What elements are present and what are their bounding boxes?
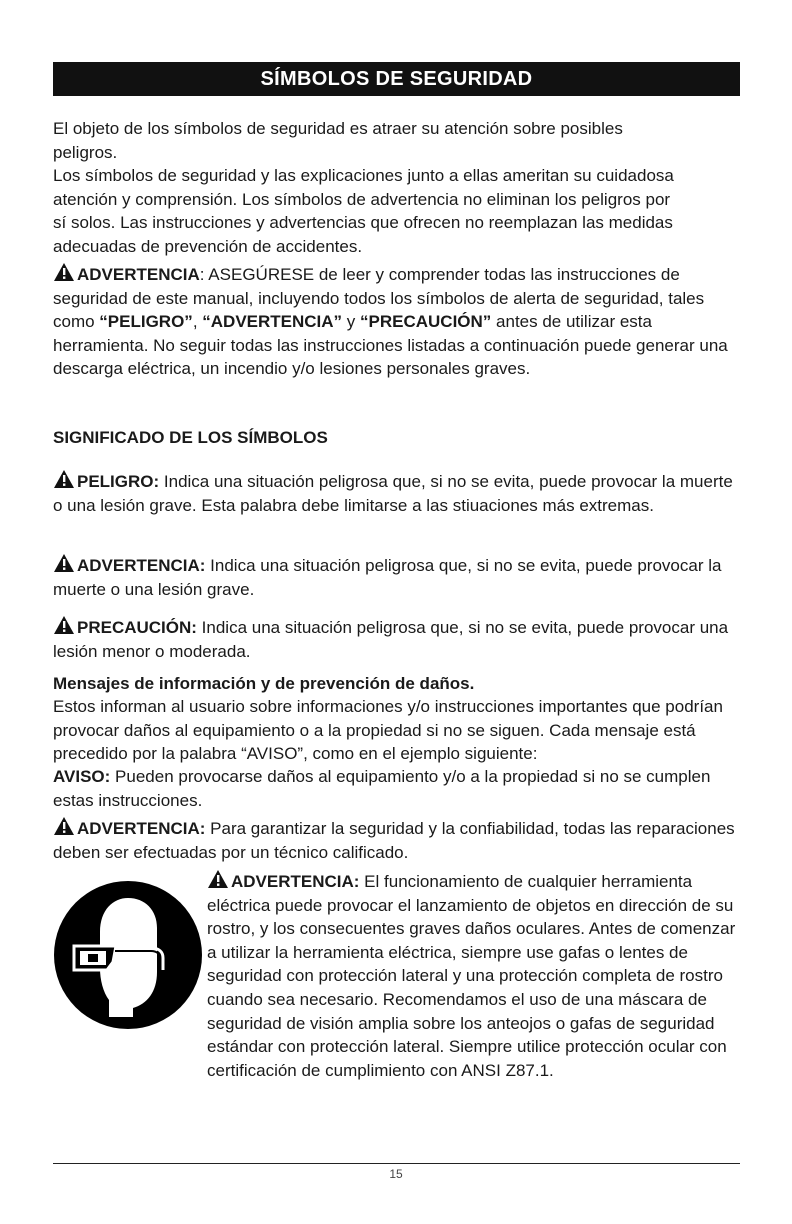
warning-triangle-icon: [53, 553, 75, 573]
warning-main-label: ADVERTENCIA: [77, 265, 200, 284]
advertencia-text: Indica una situación peligrosa que, si no se evita, puede provocar la muerte o una lesión grave.: [53, 556, 722, 599]
warning-main-comma: ,: [192, 312, 203, 332]
precaucion-paragraph: [53, 615, 743, 663]
aviso-text: Pueden provocarse daños al equipamiento y/o a la propiedad si no se cumplen estas instrucciones.: [53, 767, 711, 810]
warning-main-precaucion: “PRECAUCIÓN”: [360, 312, 492, 332]
aviso-paragraph: [53, 765, 743, 812]
warning-triangle-icon: [53, 469, 75, 489]
page-number: 15: [389, 1167, 403, 1181]
section-banner: SÍMBOLOS DE SEGURIDAD: [53, 62, 740, 96]
reparaciones-text: Para garantizar la seguridad y la confiabilidad, todas las reparaciones deben ser efectuadas por un técnico calificado.: [53, 819, 735, 862]
warning-main-peligro: “PELIGRO”: [99, 312, 193, 332]
aviso-label: AVISO:: [53, 767, 111, 786]
intro-paragraph-1: El objeto de los símbolos de seguridad es atraer su atención sobre posibles peligros.: [53, 119, 623, 162]
warning-main-paragraph: [53, 262, 743, 381]
intro-paragraph-2: Los símbolos de seguridad y las explicaciones junto a ellas ameritan su cuidadosa atención y comprensión. Los símbolos de advertencia no eliminan los peligros por sí solos. Las instrucciones y advertencias que ofrecen no reemplazan las medidas adecuadas de prevención de accidentes.: [53, 166, 674, 256]
gafas-label: ADVERTENCIA:: [231, 872, 360, 891]
warning-triangle-icon: [53, 816, 75, 836]
peligro-text: Indica una situación peligrosa que, si no se evita, puede provocar la muerte o una lesión grave. Esta palabra debe limitarse a las stiuaciones más extremas.: [53, 472, 733, 515]
mensajes-paragraph: Estos informan al usuario sobre informaciones y/o instrucciones importantes que podrían provocar daños al equipamiento o a la propiedad si no se siguen. Cada mensaje está precedido por la palabra “AVISO”, como en el ejemplo siguiente:: [53, 697, 723, 764]
warning-main-advertencia: “ADVERTENCIA”: [202, 312, 343, 332]
gafas-warning-paragraph: [207, 869, 747, 1082]
warning-triangle-icon: [53, 615, 75, 635]
warning-triangle-icon: [53, 262, 75, 282]
footer-divider: [53, 1163, 740, 1164]
warning-main-y: y: [342, 312, 361, 332]
peligro-paragraph: [53, 469, 743, 517]
reparaciones-label: ADVERTENCIA:: [77, 819, 206, 838]
advertencia-paragraph: [53, 553, 743, 601]
precaucion-label: PRECAUCIÓN:: [77, 618, 197, 637]
section-heading: SIGNIFICADO DE LOS SÍMBOLOS: [53, 428, 328, 447]
mensajes-heading: Mensajes de información y de prevención de daños.: [53, 674, 475, 693]
warning-main-text-a: : ASEGÚRESE de leer y comprender todas las instrucciones de seguridad de este manual, incluyendo todos los símbolos de alerta de seguridad, tales como: [53, 265, 705, 332]
warning-main-text-b: antes de utilizar esta herramienta. No seguir todas las instrucciones listadas a continuación puede generar una descarga eléctrica, un incendio y/o lesiones personales graves.: [53, 312, 728, 379]
peligro-label: PELIGRO:: [77, 472, 160, 491]
reparaciones-paragraph: [53, 816, 743, 864]
advertencia-label: ADVERTENCIA:: [77, 556, 206, 575]
gafas-text: El funcionamiento de cualquier herramienta eléctrica puede provocar el lanzamiento de objetos en dirección de su rostro, y los consecuentes graves daños oculares. Antes de comenzar a utilizar la herramienta eléctrica, siempre use gafas o lentes de seguridad con protección lateral y una protección completa de rostro cuando sea necesario. Recomendamos el uso de una máscara de seguridad de visión amplia sobre los anteojos o gafas de seguridad estándar con protección lateral. Siempre utilice protección ocular con certificación de cumplimiento con ANSI Z87.1.: [207, 872, 736, 1080]
warning-triangle-icon: [207, 869, 229, 889]
precaucion-text: Indica una situación peligrosa que, si no se evita, puede provocar una lesión menor o moderada.: [53, 618, 729, 661]
safety-goggles-icon: [53, 880, 203, 1030]
